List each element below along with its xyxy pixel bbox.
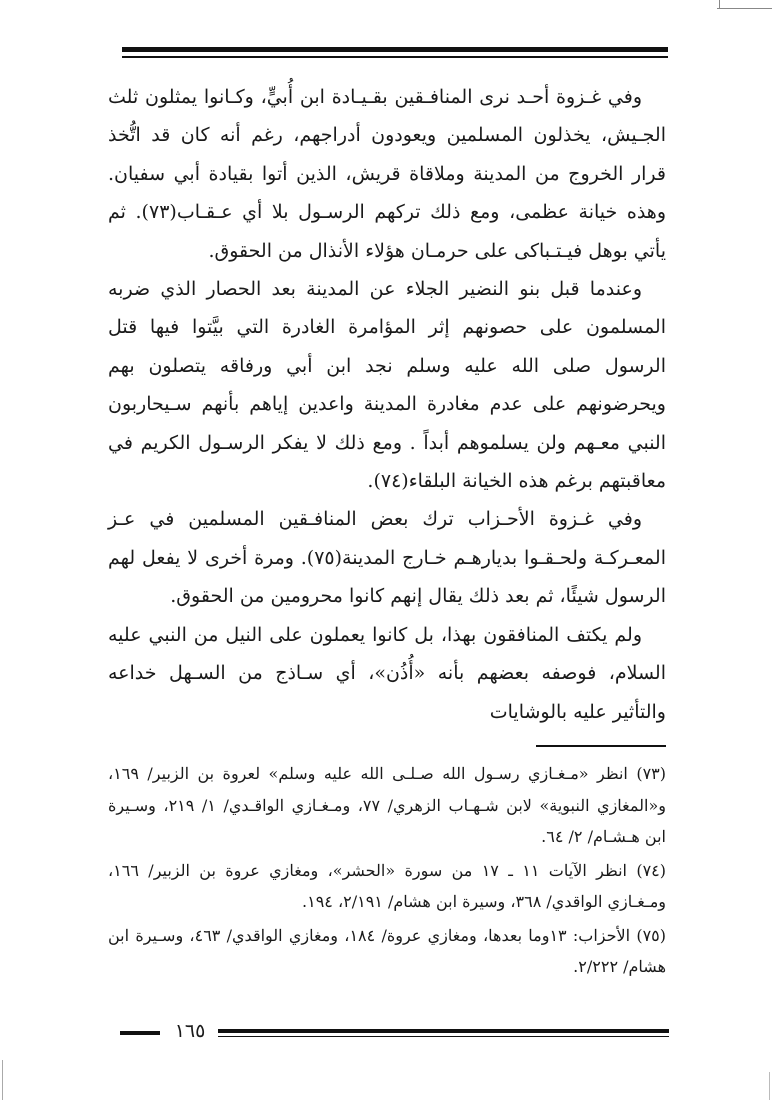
footer-rule [218, 1029, 669, 1033]
footer-rule-short [120, 1031, 160, 1035]
footnotes [108, 758, 666, 985]
footnote-separator [536, 745, 666, 747]
main-text [108, 78, 666, 731]
paragraph: وفي غـزوة أحـد نرى المنافـقين بقـيـادة ابن أُبيٍّ، وكـانوا يمثلون ثلث الجـيش، يخذلون المسلمين ويعودون أدراجهم، رغم أنه كان قد اتُّخذ قرار الخروج من المدينة وملاقاة قريش، الذين أتوا بقيادة أبي سفيان. وهذه خيانة عظمى، ومع ذلك تركهم الرسـول بلا أي عـقـاب(٧٣). ثم يأتي بوهل فيـتـباكى على حرمـان هؤلاء الأنذال من الحقوق. [108, 86, 666, 262]
footnote: (٧٥) الأحزاب: ١٣وما بعدها، ومغازي عروة/ ١٨٤، ومغازي الواقدي/ ٤٦٣، وسـيرة ابن هشام/ ٢/٢٢٢. [108, 925, 667, 976]
paragraph: ولم يكتف المنافقون بهذا، بل كانوا يعملون على النيل من النبي عليه السلام، فوصفه بعضهم بأنه «أُذُن»، أي سـاذج من السـهل خداعه والتأثير عليه بالوشايات [108, 623, 666, 723]
page-number: ١٦٥ [174, 1020, 206, 1042]
paragraph: وفي غـزوة الأحـزاب ترك بعض المنافـقين المسلمين في عـز المعـركـة ولحـقـوا بديارهـم خـارج المدينة(٧٥). ومرة أخرى لا يفعل لهم الرسول شيئًا، ثم بعد ذلك يقال إنهم كانوا محرومين من الحقوق. [108, 508, 666, 608]
header-rule-thin [122, 56, 668, 58]
scan-edge-mark [769, 1072, 770, 1100]
corner-mark-vertical [719, 0, 720, 8]
paragraph: وعندما قبل بنو النضير الجلاء عن المدينة بعد الحصار الذي ضربه المسلمون على حصونهم إثر المؤامرة الغادرة التي بيَّتوا فيها قتل الرسول صلى الله عليه وسلم نجد ابن أبي ورفاقه يتصلون بهم ويحرضونهم على عدم مغادرة المدينة واعدين إياهم بأنهم سـيحاربون النبي معـهم ولن يسلموهم أبداً . ومع ذلك لا يفكر الرسـول الكريم في معاقبتهم برغم هذه الخيانة البلقاء(٧٤). [108, 278, 666, 493]
scan-edge-mark [2, 1060, 3, 1100]
footer-rule-thin [218, 1036, 669, 1037]
footnote: (٧٤) انظر الآيات ١١ ـ ١٧ من سورة «الحشر»، ومغازي عروة بن الزبير/ ١٦٦، ومـغـازي الواقدي/ ٣٦٨، وسيرة ابن هشام/ ٢/١٩١، ١٩٤. [108, 860, 666, 911]
footnote: (٧٣) انظر «مـغـازي رسـول الله صـلـى الله عليه وسلم» لعروة بن الزبير/ ١٦٩، و«المغازي النبوية» لابن شـهـاب الزهري/ ٧٧، ومـغـازي الواقـدي/ ١/ ٢١٩، وسـيرة ابن هـشـام/ ٢/ ٦٤. [108, 764, 666, 846]
header-rule [122, 47, 668, 52]
corner-mark [717, 0, 772, 9]
